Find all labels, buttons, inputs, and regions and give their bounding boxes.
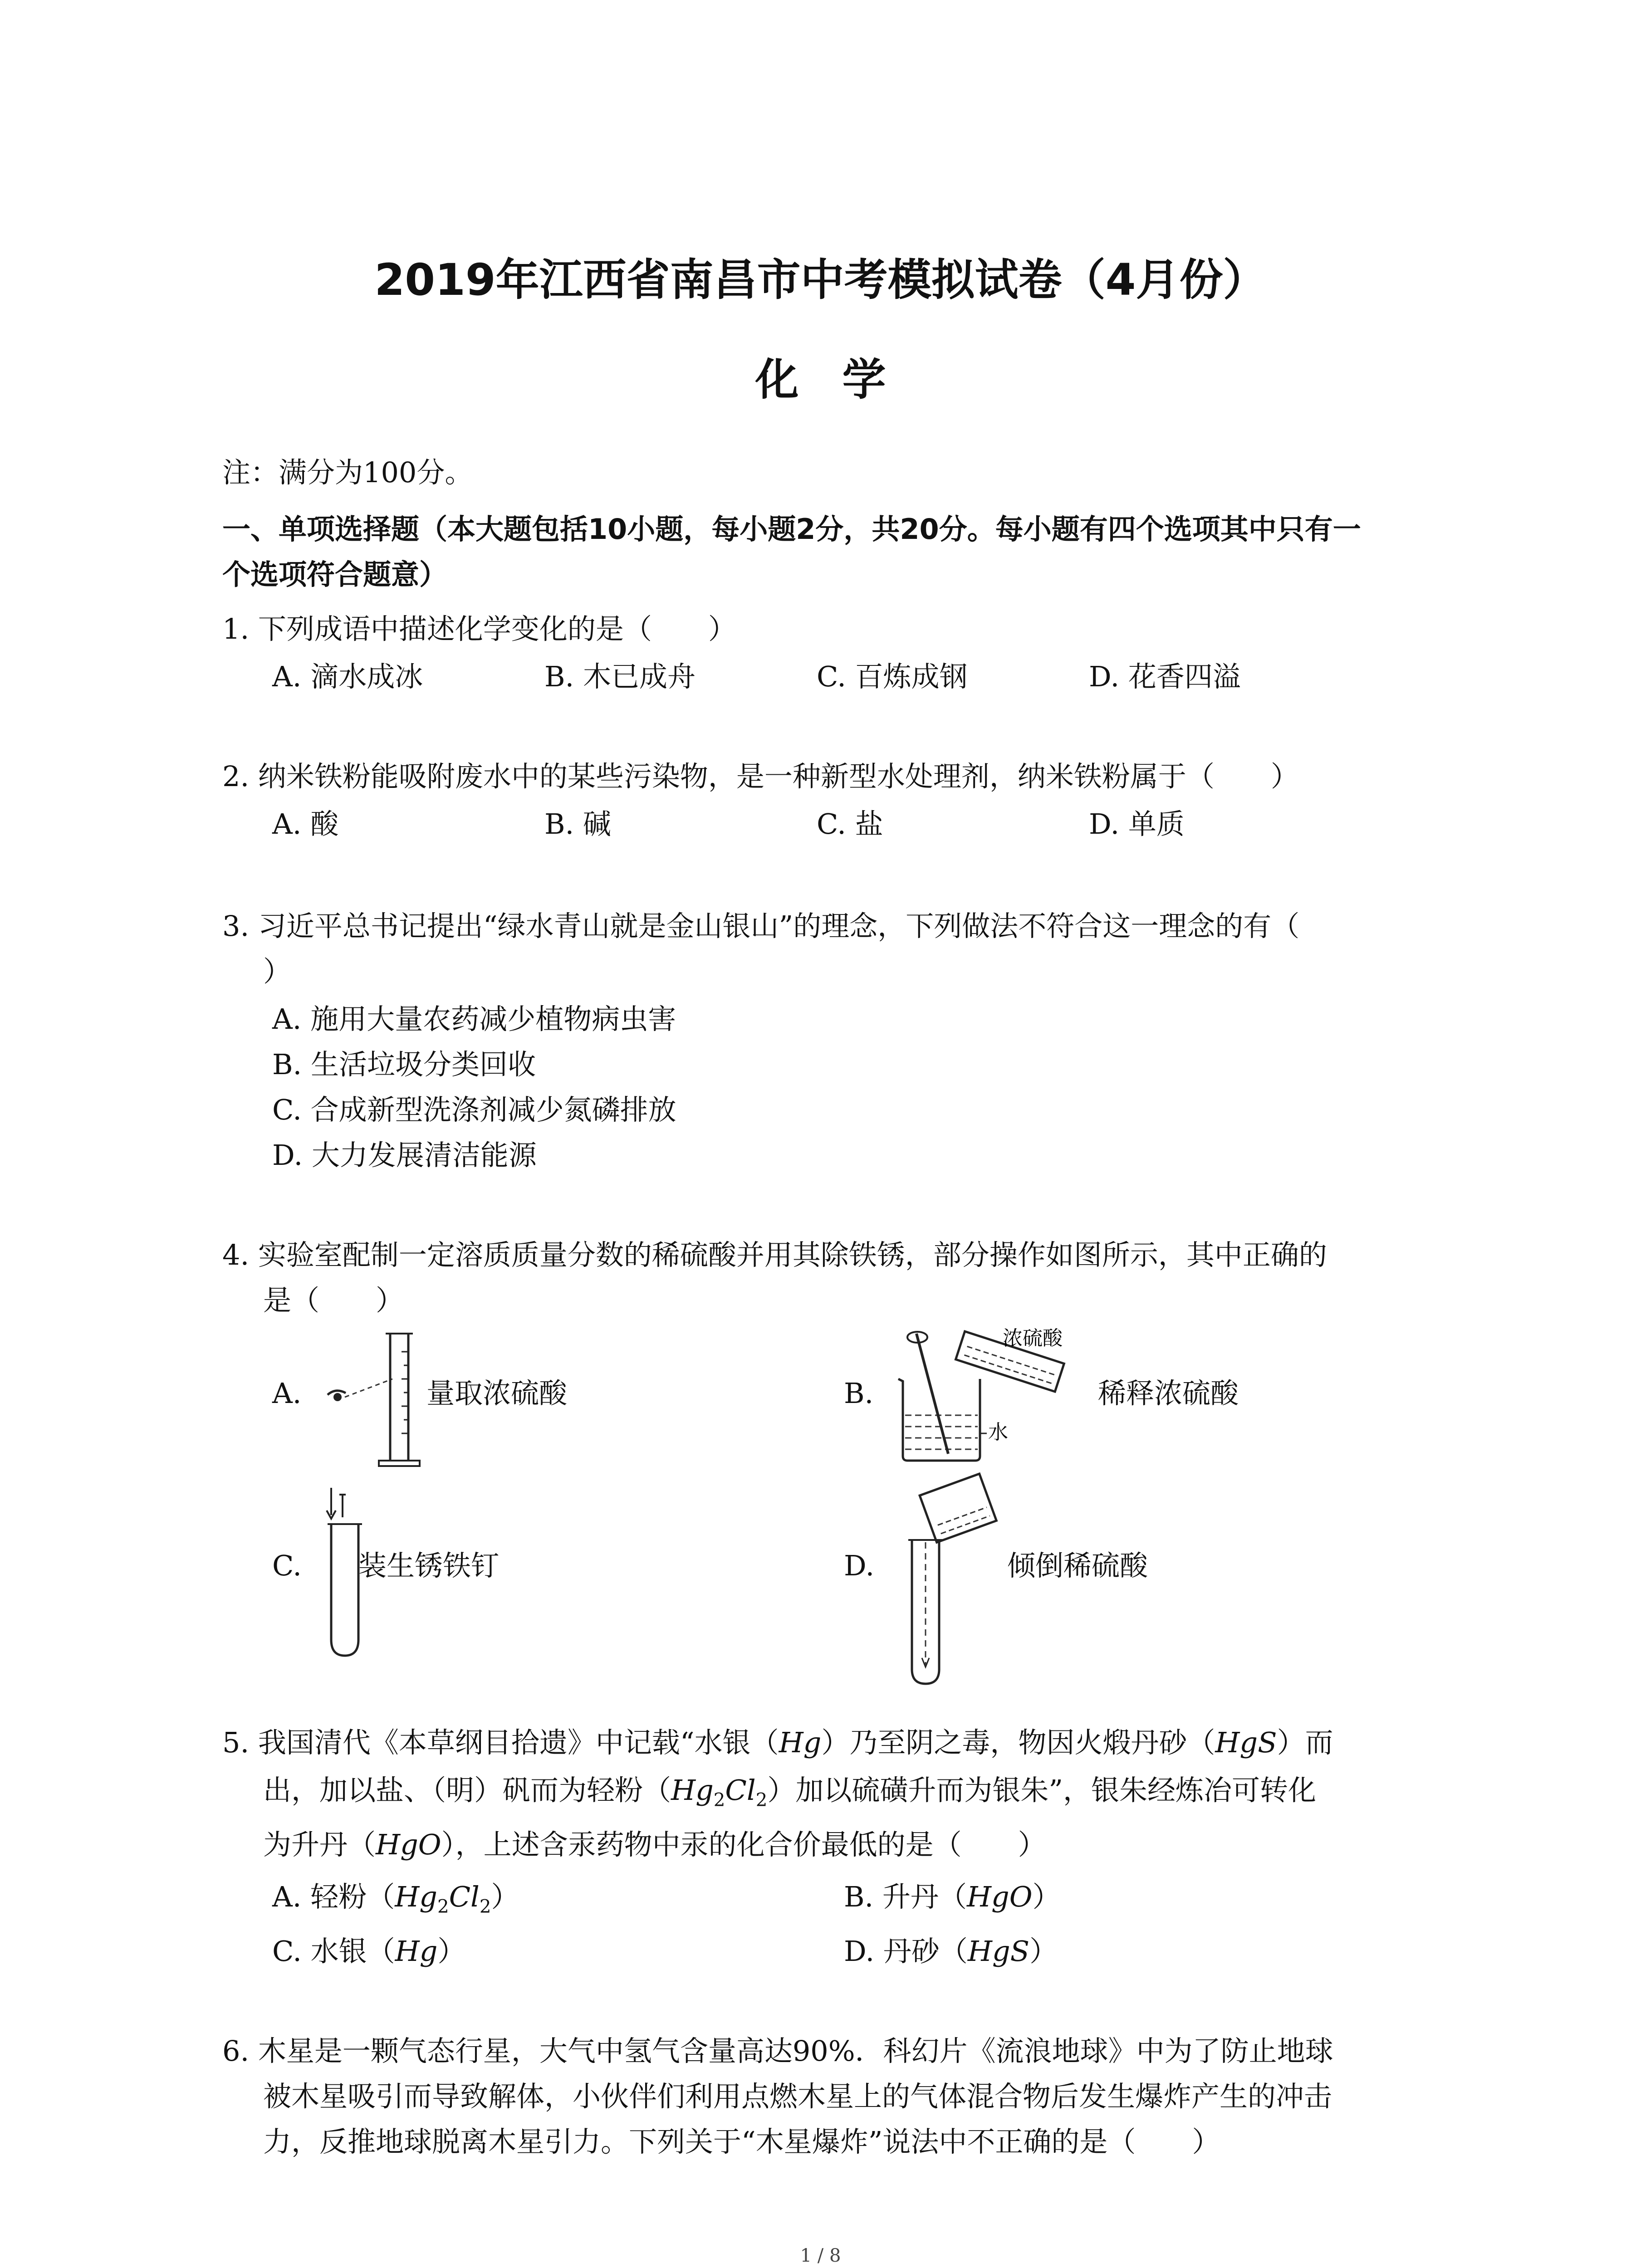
mercury-formula: Hg [779,1726,822,1759]
q3-stem-line2: ） [263,955,292,988]
subject-title: 化 学 [755,354,886,405]
q5-option-c[interactable]: C. 水银（Hg） [272,1935,466,1968]
q4-stem-line2: 是（ ） [263,1284,404,1317]
q1-option-b[interactable]: B. 木已成舟 [544,660,696,693]
q4-option-c-letter[interactable]: C. [272,1549,302,1582]
q5-option-d[interactable]: D. 丹砂（HgS） [844,1935,1058,1968]
page-number: 1 / 8 [800,2245,841,2266]
q3-option-d[interactable]: D. 大力发展清洁能源 [272,1139,537,1172]
q4-option-c-text: 装生锈铁钉 [358,1549,500,1582]
q2-option-d[interactable]: D. 单质 [1089,807,1185,841]
water-label: 水 [988,1421,1008,1444]
q5-option-a[interactable]: A. 轻粉$(Hg_2Cl_2)$ [272,1880,519,1917]
q5-line3: 为升丹（HgO），上述含汞药物中汞的化合价最低的是（ ） [263,1828,1046,1861]
pouring-illustration [889,1474,1007,1687]
q2-option-b[interactable]: B. 碱 [544,807,611,841]
q5-line1: 5. 我国清代《本草纲目拾遗》中记载“水银（Hg）乃至阴之毒，物因火煅丹砂（HgS）而 [222,1726,1333,1759]
dilution-illustration [889,1325,1107,1474]
q2-option-c[interactable]: C. 盐 [817,807,883,841]
q4-option-a-text: 量取浓硫酸 [426,1377,568,1410]
q1-option-a[interactable]: A. 滴水成冰 [272,660,423,693]
q5-line2: 出，加以盐、（明）矾而为轻粉$(Hg_2Cl_2)$加以硫磺升而为银朱”，银朱经炼冶可转化 [263,1774,1317,1811]
q1-stem: 1. 下列成语中描述化学变化的是（ ） [222,612,736,645]
q4-option-a-letter[interactable]: A. [272,1377,302,1410]
q1-option-d[interactable]: D. 花香四溢 [1089,660,1241,693]
q6-line1: 6. 木星是一颗气态行星，大气中氢气含量高达90%．科幻片《流浪地球》中为了防止地球 [222,2034,1333,2068]
q4-option-b-letter[interactable]: B. [844,1377,874,1410]
concentrated-acid-label: 浓硫酸 [1003,1327,1063,1350]
q4-option-b-text: 稀释浓硫酸 [1098,1377,1239,1410]
cinnabar-formula: HgS [1215,1726,1277,1759]
graduated-cylinder-illustration [318,1325,436,1470]
q4-stem-line1: 4. 实验室配制一定溶质质量分数的稀硫酸并用其除铁锈，部分操作如图所示，其中正确的 [222,1238,1327,1271]
q3-option-c[interactable]: C. 合成新型洗涤剂减少氮磷排放 [272,1093,676,1126]
page-title: 2019年江西省南昌市中考模拟试卷（4月份） [374,254,1267,305]
q3-option-a[interactable]: A. 施用大量农药减少植物病虫害 [272,1002,676,1036]
eye-icon [328,1391,346,1401]
falling-nail-icon [327,1488,346,1519]
section-heading-line2: 个选项符合题意） [222,558,448,591]
section-heading-line1: 一、单项选择题（本大题包括10小题，每小题2分，共20分。每小题有四个选项其中只有一 [222,513,1361,546]
q3-stem-line1: 3. 习近平总书记提出“绿水青山就是金山银山”的理念，下列做法不符合这一理念的有（ [222,909,1300,943]
q5-option-b[interactable]: B. 升丹（HgO） [844,1880,1061,1913]
q6-line3: 力，反推地球脱离木星引力。下列关于“木星爆炸”说法中不正确的是（ ） [263,2125,1220,2158]
mercuric-oxide-formula: HgO [376,1828,441,1861]
q6-line2: 被木星吸引而导致解体，小伙伴们利用点燃木星上的气体混合物后发生爆炸产生的冲击 [263,2080,1332,2113]
q4-option-d-text: 倾倒稀硫酸 [1007,1549,1148,1582]
q2-stem: 2. 纳米铁粉能吸附废水中的某些污染物，是一种新型水处理剂，纳米铁粉属于（ ） [222,760,1299,793]
q3-option-b[interactable]: B. 生活垃圾分类回收 [272,1048,536,1081]
q1-option-c[interactable]: C. 百炼成钢 [817,660,968,693]
score-note: 注：满分为100分。 [222,456,473,489]
q4-option-d-letter[interactable]: D. [844,1549,875,1582]
q2-option-a[interactable]: A. 酸 [272,807,339,841]
